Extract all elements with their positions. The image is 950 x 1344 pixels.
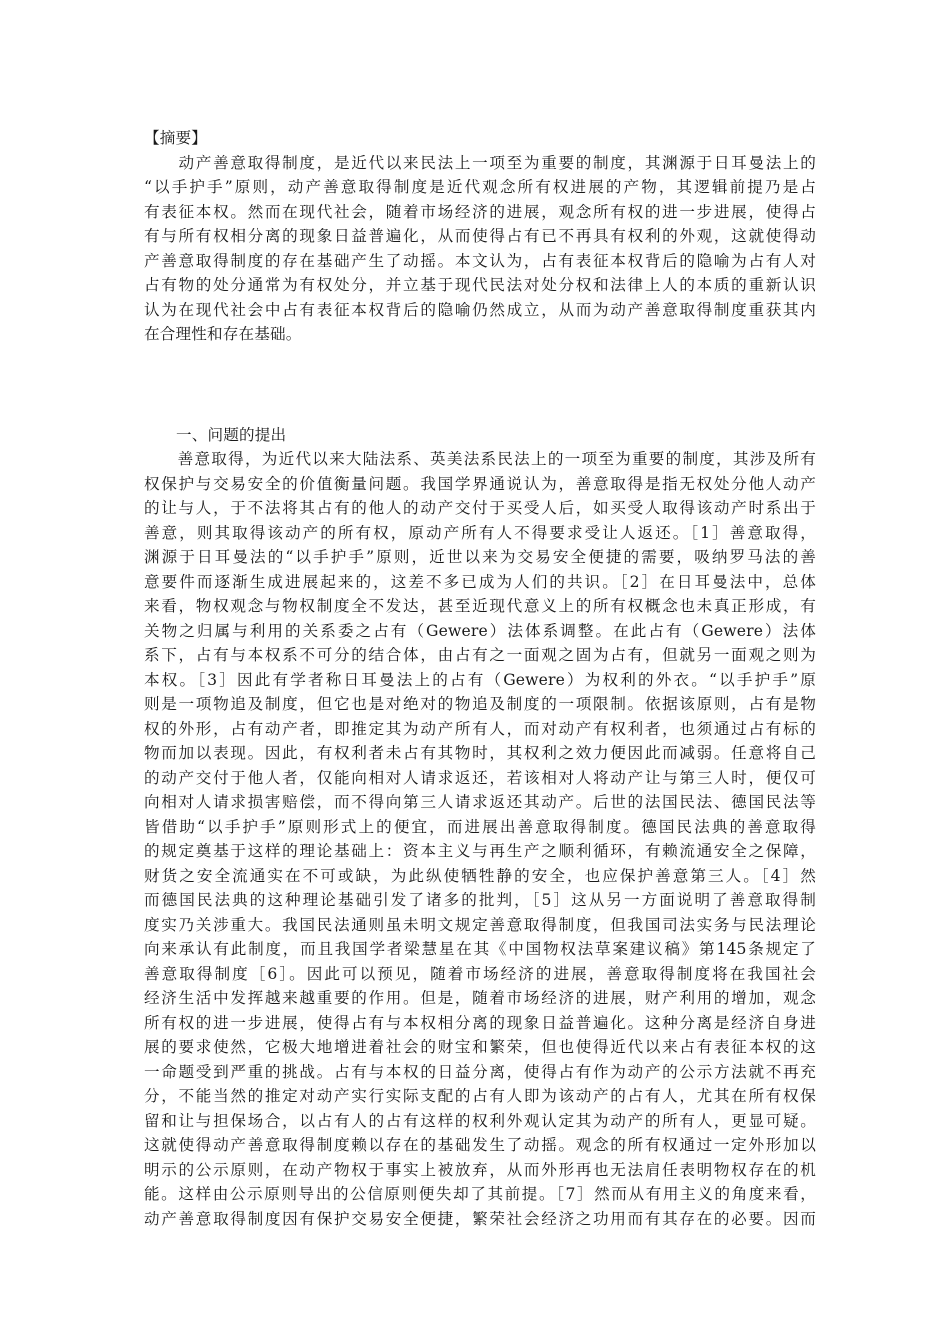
body-text-line: 则是一项物追及制度，但它也是对绝对的物追及制度的一项限制。依据该原则，占有是物	[144, 695, 816, 713]
body-text-line: 分，不能当然的推定对动产实行实际支配的占有人即为该动产的占有人，尤其在所有权保	[144, 1087, 816, 1105]
body-text-line: 权的外形，占有动产者，即推定其为动产所有人，而对动产有权利者，也须通过占有标的	[144, 719, 816, 738]
body-text-line: 产善意取得制度的存在基础产生了动摇。本文认为，占有表征本权背后的隐喻为占有人对	[144, 251, 816, 270]
body-text-line: 系下，占有与本权系不可分的结合体，由占有之一面观之固为占有，但就另一面观之则为	[144, 646, 816, 664]
body-text-line: 来看，物权观念与物权制度全不发达，甚至近现代意义上的所有权概念也未真正形成，有	[144, 597, 816, 615]
body-text-line: 留和让与担保场合，以占有人的占有这样的权利外观认定其为动产的所有人，更显可疑。	[144, 1111, 816, 1130]
section-heading: 一、问题的提出	[176, 425, 287, 444]
body-text-line: 而德国民法典的这种理论基础引发了诸多的批判，［5］这从另一方面说明了善意取得制	[144, 891, 816, 909]
body-text-line: 所有权的进一步进展，使得占有与本权相分离的现象日益普遍化。这种分离是经济自身进	[144, 1013, 816, 1032]
body-text-line: 善意取得制度［6］。因此可以预见，随着市场经济的进展，善意取得制度将在我国社会	[144, 964, 816, 983]
body-text-line: 向相对人请求损害赔偿，而不得向第三人请求返还其动产。后世的法国民法、德国民法等	[144, 793, 816, 811]
body-text-line: 经济生活中发挥越来越重要的作用。但是，随着市场经济的进展，财产利用的增加，观念	[144, 989, 816, 1007]
body-text-line: 认为在现代社会中占有表征本权背后的隐喻仍然成立，从而为动产善意取得制度重获其内	[144, 300, 816, 319]
body-text-line: 度实乃关涉重大。我国民法通则虽未明文规定善意取得制度，但我国司法实务与民法理论	[144, 915, 816, 934]
body-text-line: 本权。［3］因此有学者称日耳曼法上的占有（Gewere）为权利的外衣。“以手护手”原	[144, 670, 816, 689]
body-text-line: 这就使得动产善意取得制度赖以存在的基础发生了动摇。观念的所有权通过一定外形加以	[144, 1136, 816, 1154]
body-text-line: 的规定奠基于这样的理论基础上：资本主义与再生产之顺利循环，有赖流通安全之保障，	[144, 842, 816, 860]
body-text-line: 关物之归属与利用的关系委之占有（Gewere）法体系调整。在此占有（Gewere）法体	[144, 621, 816, 640]
body-text-line: 渊源于日耳曼法的“以手护手”原则，近世以来为交易安全便捷的需要，吸纳罗马法的善	[144, 548, 816, 566]
body-text-line: 权保护与交易安全的价值衡量问题。我国学界通说认为，善意取得是指无权处分他人动产	[144, 474, 816, 493]
abstract-body	[144, 151, 816, 347]
body-text-line: 的让与人，于不法将其占有的他人的动产交付于买受人后，如买受人取得该动产时系出于	[144, 499, 816, 517]
body-text-line: 向来承认有此制度，而且我国学者梁慧星在其《中国物权法草案建议稿》第145条规定了	[144, 940, 816, 958]
body-text-line: 善意，则其取得该动产的所有权，原动产所有人不得要求受让人返还。［1］善意取得，	[144, 523, 816, 542]
body-text-line: 在合理性和存在基础。	[144, 325, 302, 343]
body-text-line: 有与所有权相分离的现象日益普遍化，从而使得占有已不再具有权利的外观，这就使得动	[144, 227, 816, 245]
section-gap	[144, 347, 816, 423]
body-text-line: 能。这样由公示原则导出的公信原则便失却了其前提。［7］然而从有用主义的角度来看，	[144, 1185, 816, 1203]
body-text-line: 物而加以表现。因此，有权利者未占有其物时，其权利之效力便因此而减弱。任意将自己	[144, 744, 816, 762]
abstract-heading: 【摘要】	[144, 129, 207, 147]
body-text-line: 占有物的处分通常为有权处分，并立基于现代民法对处分权和法律上人的本质的重新认识	[144, 276, 816, 294]
body-text-line: 明示的公示原则，在动产物权于事实上被放弃，从而外形再也无法肩任表明物权存在的机	[144, 1160, 816, 1179]
body-text-line: 动产善意取得制度，是近代以来民法上一项至为重要的制度，其渊源于日耳曼法上的	[144, 153, 816, 172]
body-text-line: 善意取得，为近代以来大陆法系、英美法系民法上的一项至为重要的制度，其涉及所有	[144, 450, 816, 468]
body-text-line: 动产善意取得制度因有保护交易安全便捷，繁荣社会经济之功用而有其存在的必要。因而	[144, 1209, 816, 1228]
body-text-line: “以手护手”原则，动产善意取得制度是近代观念所有权进展的产物，其逻辑前提乃是占	[144, 178, 816, 196]
body-text-line: 有表征本权。然而在现代社会，随着市场经济的进展，观念所有权的进一步进展，使得占	[144, 202, 816, 221]
body-text-line: 皆借助“以手护手”原则形式上的便宜，而进展出善意取得制度。德国民法典的善意取得	[144, 817, 816, 836]
body-text-line: 展的要求使然，它极大地增进着社会的财宝和繁荣，但也使得近代以来占有表征本权的这	[144, 1038, 816, 1056]
body-text-line: 的动产交付于他人者，仅能向相对人请求返还，若该相对人将动产让与第三人时，便仅可	[144, 768, 816, 787]
body-text-line: 一命题受到严重的挑战。占有与本权的日益分离，使得占有作为动产的公示方法就不再充	[144, 1062, 816, 1081]
body-text-line: 财货之安全流通实在不可或缺，为此纵使牺牲静的安全，也应保护善意第三人。［4］然	[144, 866, 816, 885]
body-text-line: 意要件而逐渐生成进展起来的，这差不多已成为人们的共识。［2］在日耳曼法中，总体	[144, 572, 816, 591]
section-body	[144, 447, 816, 1231]
document-page	[144, 126, 816, 1231]
